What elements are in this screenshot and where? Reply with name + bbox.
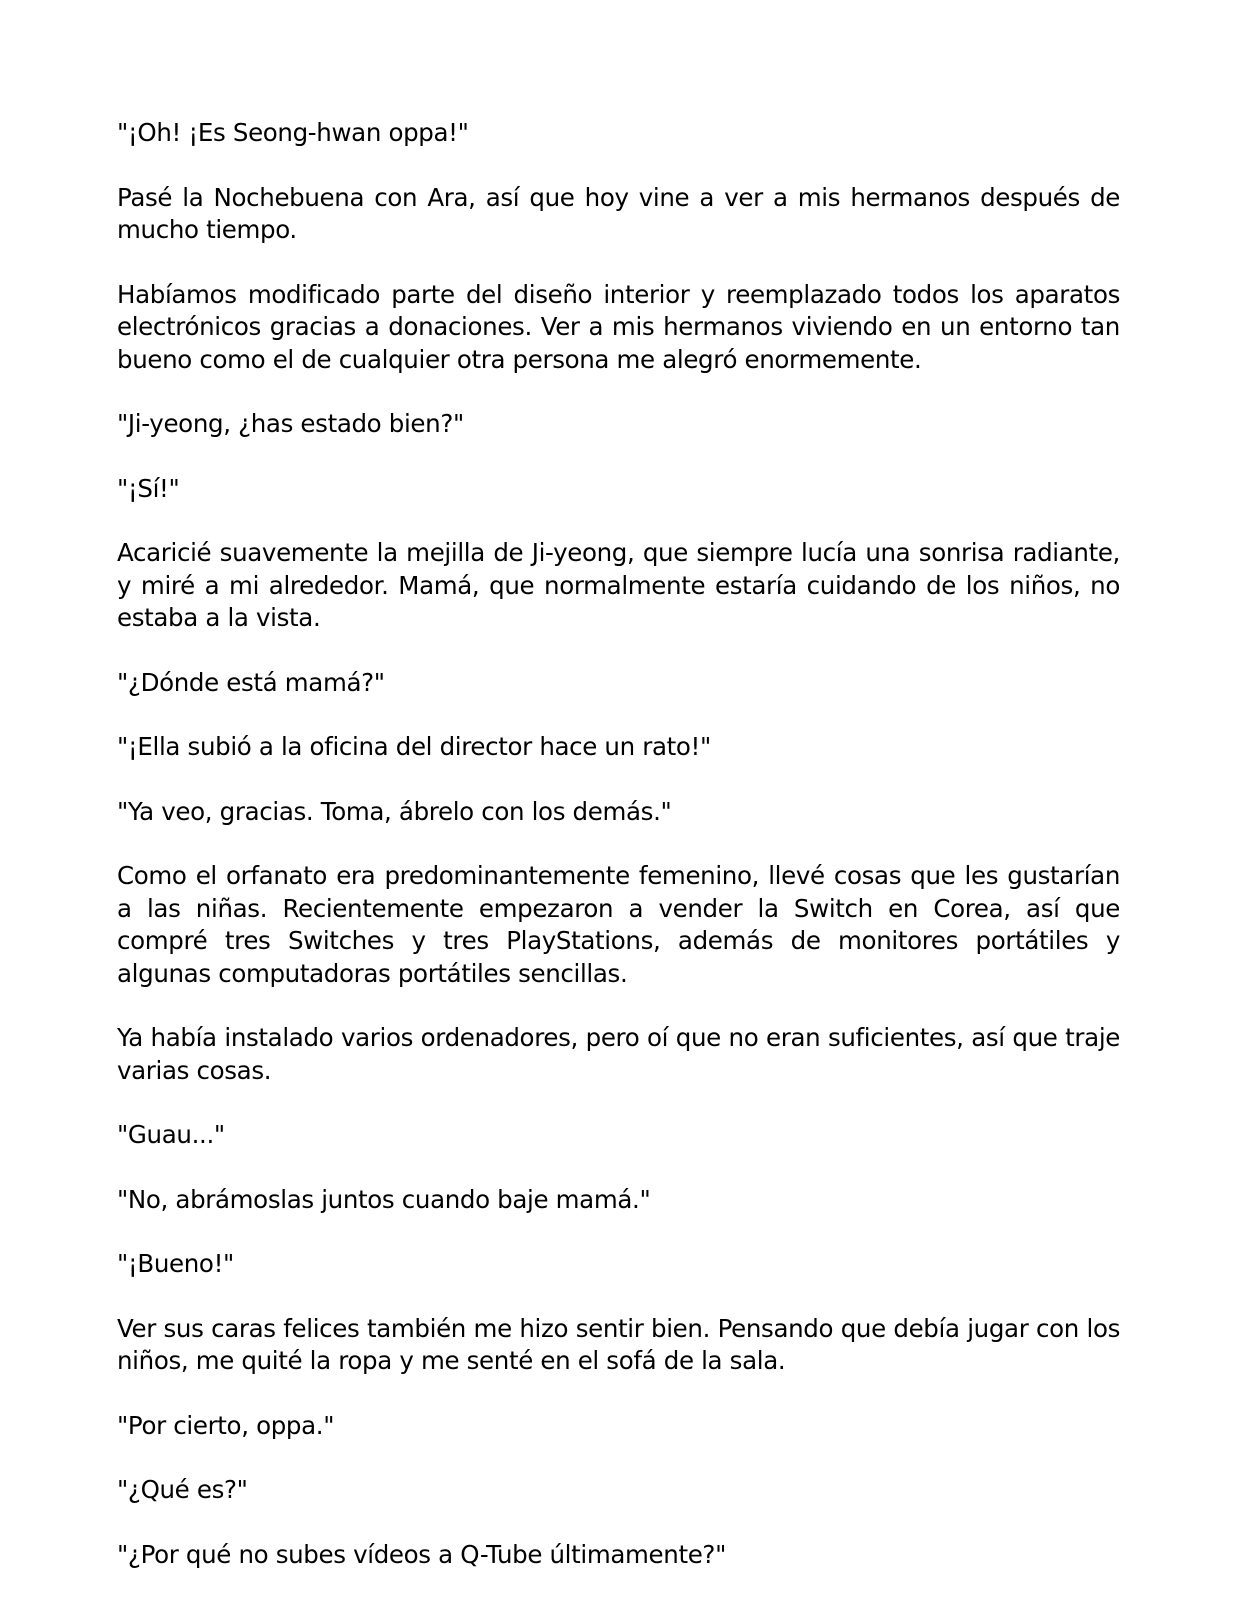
dialogue-paragraph: "¿Dónde está mamá?" <box>117 667 385 697</box>
narrative-paragraph: Como el orfanato era predominantemente femenino, llevé cosas que les gustarían a las niñas. Recientemente empezaron a vender la Switch en Corea, así que compré tres Switches y tres PlayStations, además de monitores portátiles y algunas computadoras portátiles sencillas. <box>117 861 1120 988</box>
dialogue-paragraph: "¿Qué es?" <box>117 1475 248 1504</box>
dialogue-paragraph: "¿Por qué no subes vídeos a Q-Tube últimamente?" <box>117 1539 727 1569</box>
narrative-paragraph: Ver sus caras felices también me hizo sentir bien. Pensando que debía jugar con los niños, me quité la ropa y me senté en el sofá de la sala. <box>117 1313 1120 1375</box>
dialogue-paragraph: "Guau..." <box>117 1120 225 1149</box>
dialogue-paragraph: "Ji-yeong, ¿has estado bien?" <box>117 409 464 438</box>
narrative-paragraph: Habíamos modificado parte del diseño interior y reemplazado todos los aparatos electrónicos gracias a donaciones. Ver a mis hermanos viviendo en un entorno tan bueno como el de cualquier otra persona me alegró enormemente. <box>117 279 1120 374</box>
dialogue-paragraph: "¡Oh! ¡Es Seong-hwan oppa!" <box>117 118 469 147</box>
dialogue-paragraph: "No, abrámoslas juntos cuando baje mamá." <box>117 1184 651 1214</box>
dialogue-paragraph: "¡Sí!" <box>117 473 180 503</box>
dialogue-paragraph: "¡Ella subió a la oficina del director hace un rato!" <box>117 732 711 761</box>
narrative-paragraph: Acaricié suavemente la mejilla de Ji-yeong, que siempre lucía una sonrisa radiante, y miré a mi alrededor. Mamá, que normalmente estaría cuidando de los niños, no estaba a la vista. <box>117 538 1120 632</box>
document-page <box>117 117 1120 1571</box>
narrative-paragraph: Pasé la Nochebuena con Ara, así que hoy vine a ver a mis hermanos después de mucho tiempo. <box>117 182 1120 244</box>
dialogue-paragraph: "Ya veo, gracias. Toma, ábrelo con los demás." <box>117 796 672 826</box>
narrative-paragraph: Ya había instalado varios ordenadores, pero oí que no eran suficientes, así que traje varias cosas. <box>117 1023 1120 1085</box>
dialogue-paragraph: "Por cierto, oppa." <box>117 1410 335 1440</box>
dialogue-paragraph: "¡Bueno!" <box>117 1249 234 1278</box>
